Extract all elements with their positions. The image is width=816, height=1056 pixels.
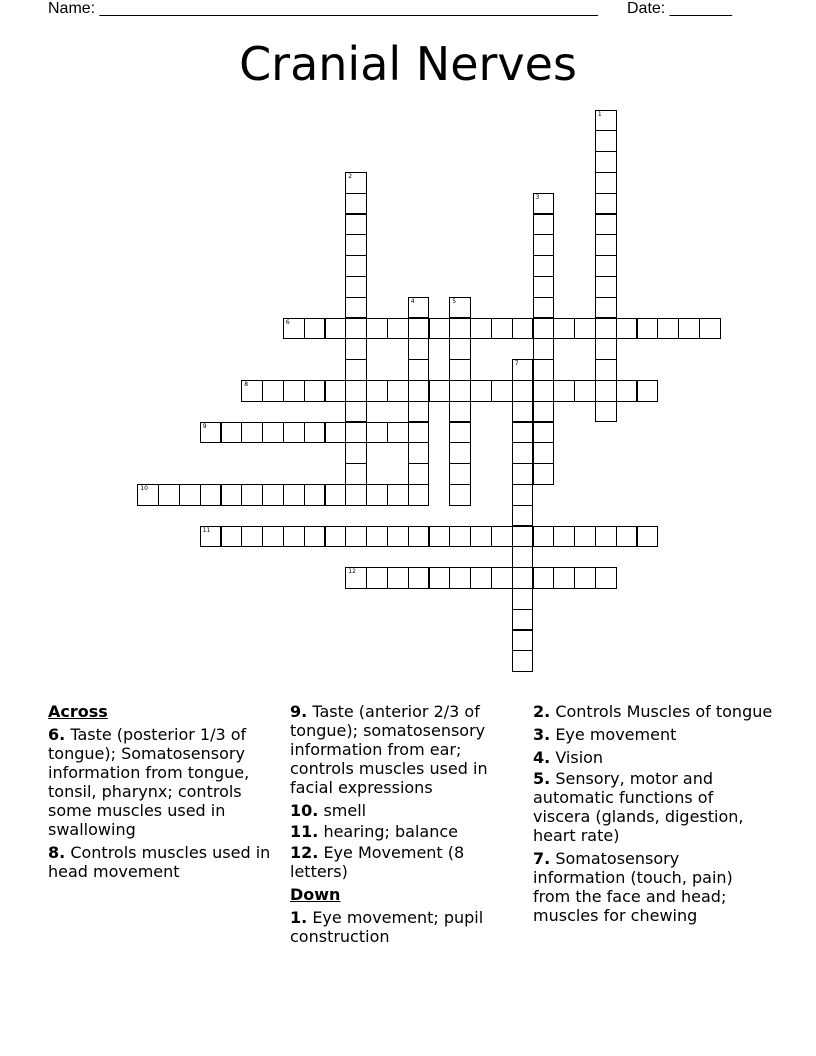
clue-text: Somatosensory information (touch, pain) from the face and head; muscles for chewing xyxy=(533,849,733,925)
grid-cell[interactable] xyxy=(512,567,534,589)
grid-cell[interactable] xyxy=(491,567,513,589)
grid-cell[interactable] xyxy=(533,463,555,485)
grid-cell-number: 4 xyxy=(410,297,415,305)
grid-cell[interactable] xyxy=(262,380,284,402)
clue-number: 6. xyxy=(48,725,66,744)
grid-cell[interactable] xyxy=(449,318,471,340)
clue-across-12 xyxy=(290,843,526,881)
grid-cell[interactable] xyxy=(449,380,471,402)
grid-cell-number: 2 xyxy=(348,172,353,180)
clue-number: 4. xyxy=(533,748,551,767)
grid-cell[interactable] xyxy=(241,380,263,402)
grid-cell[interactable] xyxy=(158,484,180,506)
grid-cell[interactable] xyxy=(449,484,471,506)
grid-cell[interactable] xyxy=(345,318,367,340)
grid-cell[interactable] xyxy=(637,380,659,402)
grid-cell[interactable] xyxy=(449,297,471,319)
grid-cell[interactable] xyxy=(533,214,555,236)
grid-cell[interactable] xyxy=(616,318,638,340)
grid-cell[interactable] xyxy=(304,318,326,340)
grid-cell[interactable] xyxy=(345,484,367,506)
grid-cell[interactable] xyxy=(512,318,534,340)
grid-cell[interactable] xyxy=(512,380,534,402)
grid-cell[interactable] xyxy=(512,526,534,548)
grid-cell[interactable] xyxy=(366,484,388,506)
grid-cell[interactable] xyxy=(595,172,617,194)
grid-cell[interactable] xyxy=(241,526,263,548)
grid-cell[interactable] xyxy=(699,318,721,340)
grid-cell[interactable] xyxy=(637,526,659,548)
grid-cell[interactable] xyxy=(262,526,284,548)
grid-cell[interactable] xyxy=(345,214,367,236)
grid-cell[interactable] xyxy=(345,380,367,402)
grid-cell[interactable] xyxy=(408,463,430,485)
clue-text: Controls muscles used in head movement xyxy=(48,843,271,881)
grid-cell[interactable] xyxy=(283,526,305,548)
clue-across-6 xyxy=(48,725,284,839)
grid-cell[interactable] xyxy=(345,422,367,444)
grid-cell[interactable] xyxy=(262,484,284,506)
grid-cell[interactable] xyxy=(408,359,430,381)
grid-cell-number: 10 xyxy=(140,484,148,492)
grid-cell[interactable] xyxy=(512,359,534,381)
grid-cell[interactable] xyxy=(408,526,430,548)
grid-cell[interactable] xyxy=(491,380,513,402)
grid-cell[interactable] xyxy=(449,442,471,464)
grid-cell[interactable] xyxy=(345,359,367,381)
grid-cell[interactable] xyxy=(387,380,409,402)
grid-cell[interactable] xyxy=(533,422,555,444)
grid-cell[interactable] xyxy=(595,567,617,589)
grid-cell[interactable] xyxy=(470,318,492,340)
grid-cell[interactable] xyxy=(595,318,617,340)
clue-across-10 xyxy=(290,801,526,820)
grid-cell[interactable] xyxy=(512,442,534,464)
clue-text: Vision xyxy=(555,748,604,767)
grid-cell[interactable] xyxy=(345,401,367,423)
grid-cell[interactable] xyxy=(553,318,575,340)
clue-number: 10. xyxy=(290,801,319,820)
grid-cell[interactable] xyxy=(595,234,617,256)
grid-cell[interactable] xyxy=(553,526,575,548)
grid-cell[interactable] xyxy=(262,422,284,444)
grid-cell[interactable] xyxy=(345,172,367,194)
grid-cell[interactable] xyxy=(366,318,388,340)
grid-cell[interactable] xyxy=(574,567,596,589)
grid-cell[interactable] xyxy=(553,567,575,589)
clue-number: 7. xyxy=(533,849,551,868)
grid-cell[interactable] xyxy=(221,484,243,506)
grid-cell[interactable] xyxy=(512,650,534,672)
grid-cell[interactable] xyxy=(533,380,555,402)
grid-cell[interactable] xyxy=(657,318,679,340)
grid-cell[interactable] xyxy=(595,297,617,319)
grid-cell[interactable] xyxy=(429,318,451,340)
grid-cell[interactable] xyxy=(304,526,326,548)
grid-cell[interactable] xyxy=(512,630,534,652)
grid-cell[interactable] xyxy=(366,422,388,444)
clue-number: 8. xyxy=(48,843,66,862)
clue-across-8 xyxy=(48,843,284,881)
clue-down-5 xyxy=(533,769,773,845)
grid-cell[interactable] xyxy=(283,318,305,340)
grid-cell[interactable] xyxy=(345,234,367,256)
grid-cell[interactable] xyxy=(387,318,409,340)
grid-cell[interactable] xyxy=(179,484,201,506)
grid-cell[interactable] xyxy=(345,526,367,548)
grid-cell[interactable] xyxy=(595,380,617,402)
grid-cell[interactable] xyxy=(408,567,430,589)
grid-cell[interactable] xyxy=(345,276,367,298)
clue-number: 5. xyxy=(533,769,551,788)
clue-number: 2. xyxy=(533,702,551,721)
grid-cell-number: 6 xyxy=(285,318,290,326)
grid-cell[interactable] xyxy=(200,422,222,444)
clue-number: 9. xyxy=(290,702,308,721)
grid-cell[interactable] xyxy=(345,338,367,360)
clue-down-1 xyxy=(290,908,526,946)
grid-cell[interactable] xyxy=(137,484,159,506)
date-field-label[interactable]: Date: _______ xyxy=(627,0,732,17)
grid-cell[interactable] xyxy=(595,401,617,423)
grid-cell[interactable] xyxy=(366,567,388,589)
grid-cell[interactable] xyxy=(429,526,451,548)
grid-cell[interactable] xyxy=(533,442,555,464)
grid-cell[interactable] xyxy=(387,526,409,548)
grid-cell[interactable] xyxy=(429,567,451,589)
grid-cell[interactable] xyxy=(408,422,430,444)
grid-cell[interactable] xyxy=(304,484,326,506)
clue-text: hearing; balance xyxy=(323,822,459,841)
grid-cell[interactable] xyxy=(533,255,555,277)
grid-cell[interactable] xyxy=(283,380,305,402)
grid-cell[interactable] xyxy=(200,526,222,548)
grid-cell[interactable] xyxy=(595,214,617,236)
clues-column-2 xyxy=(290,702,526,950)
grid-cell[interactable] xyxy=(595,338,617,360)
grid-cell[interactable] xyxy=(449,338,471,360)
clue-text: Eye movement xyxy=(555,725,677,744)
clues-column-1 xyxy=(48,702,284,885)
grid-cell[interactable] xyxy=(325,422,347,444)
grid-cell[interactable] xyxy=(595,359,617,381)
grid-cell[interactable] xyxy=(574,380,596,402)
clue-down-4 xyxy=(533,748,773,767)
clues-column-3 xyxy=(533,702,773,929)
grid-cell[interactable] xyxy=(616,380,638,402)
across-heading: Across xyxy=(48,702,108,721)
grid-cell[interactable] xyxy=(533,276,555,298)
grid-cell[interactable] xyxy=(304,422,326,444)
grid-cell[interactable] xyxy=(387,567,409,589)
grid-cell[interactable] xyxy=(200,484,222,506)
clue-text: Taste (anterior 2/3 of tongue); somatosensory information from ear; controls muscles used in facial expressions xyxy=(290,702,488,797)
grid-cell[interactable] xyxy=(325,484,347,506)
grid-cell[interactable] xyxy=(408,401,430,423)
grid-cell[interactable] xyxy=(595,130,617,152)
grid-cell[interactable] xyxy=(533,193,555,215)
grid-cell[interactable] xyxy=(637,318,659,340)
grid-cell[interactable] xyxy=(512,401,534,423)
grid-cell[interactable] xyxy=(512,484,534,506)
clue-text: smell xyxy=(323,801,367,820)
grid-cell[interactable] xyxy=(491,526,513,548)
grid-cell-number: 3 xyxy=(535,193,540,201)
clue-down-3 xyxy=(533,725,773,744)
grid-cell[interactable] xyxy=(595,110,617,132)
grid-cell[interactable] xyxy=(429,380,451,402)
grid-cell-number: 7 xyxy=(514,360,519,368)
clue-number: 12. xyxy=(290,843,319,862)
clue-text: Sensory, motor and automatic functions of viscera (glands, digestion, heart rate) xyxy=(533,769,744,845)
grid-cell[interactable] xyxy=(345,297,367,319)
grid-cell[interactable] xyxy=(221,422,243,444)
clue-text: Taste (posterior 1/3 of tongue); Somatosensory information from tongue, tonsil, pharynx; controls some muscles used in swallowing xyxy=(48,725,250,839)
clue-number: 11. xyxy=(290,822,319,841)
grid-cell[interactable] xyxy=(325,380,347,402)
clue-number: 3. xyxy=(533,725,551,744)
grid-cell[interactable] xyxy=(595,255,617,277)
grid-cell[interactable] xyxy=(512,505,534,527)
clue-text: Controls Muscles of tongue xyxy=(555,702,773,721)
grid-cell[interactable] xyxy=(533,567,555,589)
grid-cell[interactable] xyxy=(595,193,617,215)
grid-cell[interactable] xyxy=(325,318,347,340)
grid-cell[interactable] xyxy=(408,318,430,340)
grid-cell[interactable] xyxy=(470,567,492,589)
grid-cell[interactable] xyxy=(574,526,596,548)
grid-cell[interactable] xyxy=(678,318,700,340)
grid-cell[interactable] xyxy=(449,401,471,423)
grid-cell-number: 12 xyxy=(348,568,356,576)
down-heading: Down xyxy=(290,885,341,904)
grid-cell[interactable] xyxy=(366,380,388,402)
grid-cell[interactable] xyxy=(408,297,430,319)
clue-text: Eye movement; pupil construction xyxy=(290,908,484,946)
clue-down-2 xyxy=(533,702,773,721)
grid-cell[interactable] xyxy=(408,380,430,402)
grid-cell[interactable] xyxy=(491,318,513,340)
grid-cell[interactable] xyxy=(449,567,471,589)
grid-cell-number: 9 xyxy=(202,422,207,430)
grid-cell[interactable] xyxy=(241,484,263,506)
page-title: Cranial Nerves xyxy=(239,37,577,91)
grid-cell[interactable] xyxy=(533,338,555,360)
grid-cell[interactable] xyxy=(221,526,243,548)
grid-cell[interactable] xyxy=(408,484,430,506)
grid-cell[interactable] xyxy=(616,526,638,548)
grid-cell[interactable] xyxy=(595,276,617,298)
grid-cell[interactable] xyxy=(283,484,305,506)
grid-cell[interactable] xyxy=(470,380,492,402)
grid-cell[interactable] xyxy=(533,401,555,423)
clue-across-11 xyxy=(290,822,526,841)
clue-number: 1. xyxy=(290,908,308,927)
grid-cell[interactable] xyxy=(283,422,305,444)
grid-cell-number: 11 xyxy=(202,526,211,534)
grid-cell[interactable] xyxy=(553,380,575,402)
grid-cell[interactable] xyxy=(387,484,409,506)
grid-cell[interactable] xyxy=(512,463,534,485)
grid-cell[interactable] xyxy=(345,567,367,589)
grid-cell[interactable] xyxy=(533,234,555,256)
grid-cell-number: 5 xyxy=(452,297,457,305)
grid-cell[interactable] xyxy=(533,526,555,548)
clue-text: Eye Movement (8 letters) xyxy=(290,843,465,881)
grid-cell[interactable] xyxy=(241,422,263,444)
grid-cell[interactable] xyxy=(512,588,534,610)
grid-cell[interactable] xyxy=(325,526,347,548)
grid-cell[interactable] xyxy=(470,526,492,548)
grid-cell[interactable] xyxy=(408,442,430,464)
grid-cell[interactable] xyxy=(387,422,409,444)
grid-cell[interactable] xyxy=(408,338,430,360)
grid-cell[interactable] xyxy=(595,526,617,548)
grid-cell[interactable] xyxy=(512,546,534,568)
grid-cell-number: 1 xyxy=(597,110,602,118)
grid-cell[interactable] xyxy=(345,463,367,485)
grid-cell-number: 8 xyxy=(244,380,249,388)
grid-cell[interactable] xyxy=(533,318,555,340)
grid-cell[interactable] xyxy=(304,380,326,402)
grid-cell[interactable] xyxy=(512,609,534,631)
grid-cell[interactable] xyxy=(595,151,617,173)
grid-cell[interactable] xyxy=(449,526,471,548)
grid-cell[interactable] xyxy=(533,359,555,381)
clue-down-7 xyxy=(533,849,773,925)
grid-cell[interactable] xyxy=(574,318,596,340)
grid-cell[interactable] xyxy=(449,359,471,381)
grid-cell[interactable] xyxy=(345,193,367,215)
grid-cell[interactable] xyxy=(449,463,471,485)
grid-cell[interactable] xyxy=(512,422,534,444)
grid-cell[interactable] xyxy=(345,442,367,464)
grid-cell[interactable] xyxy=(533,297,555,319)
name-field-label[interactable]: Name: ________________________________________________________ xyxy=(48,0,598,17)
grid-cell[interactable] xyxy=(366,526,388,548)
grid-cell[interactable] xyxy=(345,255,367,277)
clue-across-9 xyxy=(290,702,526,797)
grid-cell[interactable] xyxy=(449,422,471,444)
